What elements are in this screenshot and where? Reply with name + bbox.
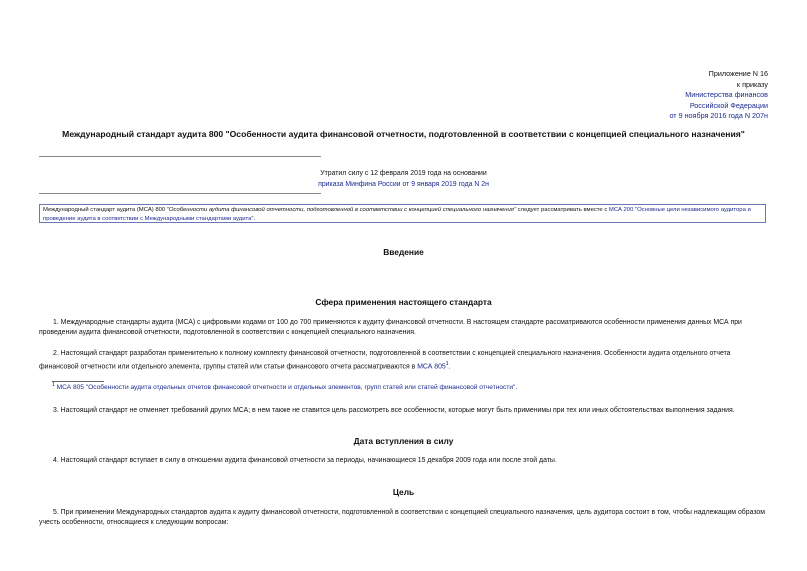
divider-bottom: [39, 193, 321, 194]
paragraph-2-end: .: [448, 363, 451, 371]
note-text-2: следует рассматривать вместе с: [516, 207, 609, 213]
heading-effective-date: Дата вступления в силу: [353, 436, 454, 446]
note-text-1: Международный стандарт аудита (МСА) 800: [43, 207, 167, 213]
annex-federation-link[interactable]: Российской Федерации: [689, 100, 768, 110]
annex-block: [669, 69, 768, 122]
note-text-end: .: [253, 216, 256, 223]
footnote-ref[interactable]: 1: [445, 361, 449, 368]
annex-date-link[interactable]: от 9 ноября 2016 года N 207н: [669, 111, 768, 121]
footnote-isa805-link[interactable]: МСА 805 "Особенности аудита отдельных отчетов финансовой отчетности и отдельных элементов, групп статей или статей финансовой отчетности": [56, 384, 516, 392]
footnote-end: .: [515, 384, 518, 392]
paragraph-4: 4. Настоящий стандарт вступает в силу в отношении аудита финансовой отчетности за периоды, начинающиеся 15 декабря 2009 года или после этой даты.: [53, 457, 557, 464]
heading-scope: Сфера применения настоящего стандарта: [315, 297, 492, 307]
lost-force-link[interactable]: приказа Минфина России от 9 января 2019 года N 2н: [318, 181, 489, 189]
annex-ministry-link[interactable]: Министерства финансов: [685, 90, 768, 100]
note-title-italic: "Особенности аудита финансовой отчетности, подготовленной в соответствии с концепцией специального назначения": [166, 207, 517, 213]
paragraph-1: 1. Международные стандарты аудита (МСА) с цифровыми кодами от 100 до 700 применяются к аудиту финансовой отчетности. В настоящем стандарте рассматриваются особенности применения данных МСА при проведении аудита финансовой отчетности, подготовленной в соответствии с концепцией специального назначения.: [39, 319, 742, 337]
heading-intro: Введение: [383, 247, 424, 257]
divider-top: [39, 156, 321, 157]
paragraph-2: [39, 349, 766, 373]
note-isa200-link[interactable]: МСА 200 "Основные цели независимого аудитора и проведение аудита в соответствии с Международными стандартами аудита": [43, 207, 751, 223]
annex-order: к приказу: [736, 79, 768, 89]
note-box: [39, 204, 766, 223]
footnote: [52, 382, 517, 391]
paragraph-5: 5. При применении Международных стандартов аудита к аудиту финансовой отчетности, подготовленной в соответствии с концепцией специального назначения, цель аудитора состоит в том, чтобы надлежащим образом учесть особенности, относящиеся к следующим вопросам:: [39, 509, 765, 527]
annex-number: Приложение N 16: [708, 69, 768, 78]
document-title: Международный стандарт аудита 800 "Особенности аудита финансовой отчетности, подготовленной в соответствии с концепцией специального назначения": [62, 129, 745, 139]
heading-goal: Цель: [392, 487, 415, 497]
footnote-mark: 1: [52, 382, 55, 388]
paragraph-3: 3. Настоящий стандарт не отменяет требований других МСА; в нем также не ставится цель рассмотреть все особенности, которые могут быть применимы при тех или иных обстоятельствах выполнения задания.: [53, 407, 735, 414]
lost-force-block: [0, 168, 807, 190]
isa805-link[interactable]: МСА 805: [417, 363, 446, 371]
paragraph-2-text: 2. Настоящий стандарт разработан применительно к полному комплекту финансовой отчетности, подготовленной в соответствии с концепцией специального назначения. Особенности аудита отдельного отчета финансовой отчетности или отдельного элемента, группы статей или статьи финансового отчета рассматриваются в: [39, 350, 731, 371]
lost-force-text: Утратил силу с 12 февраля 2019 года на основании: [320, 170, 487, 177]
